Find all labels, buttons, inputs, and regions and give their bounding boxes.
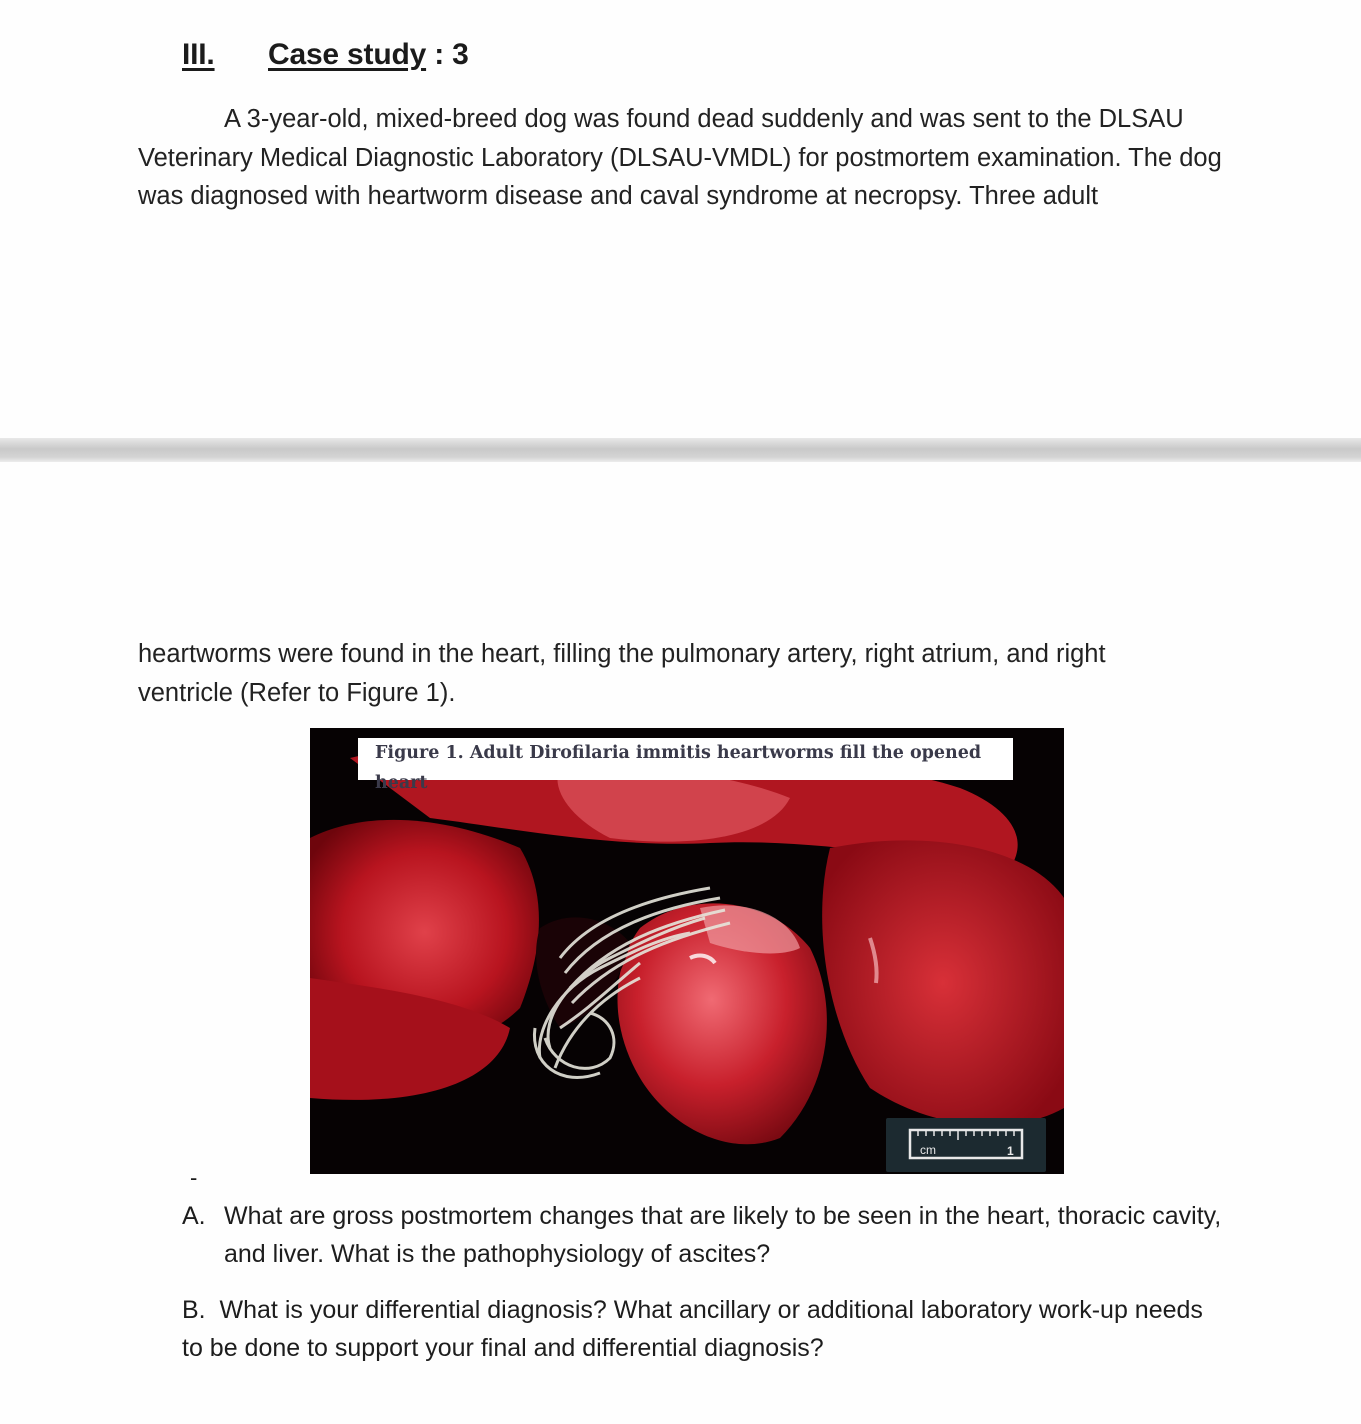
paragraph-line: heartworms were found in the heart, filling the pulmonary artery, right atrium, and right	[138, 640, 1106, 668]
paragraph-line: was diagnosed with heartworm disease and caval syndrome at necropsy. Three adult	[138, 182, 1099, 210]
necropsy-figure	[310, 728, 1064, 1174]
question-line: and liver. What is the pathophysiology of ascites?	[224, 1239, 771, 1268]
list-dash: -	[190, 1165, 198, 1190]
case-paragraph-part2	[138, 635, 1278, 712]
question-line: What are gross postmortem changes that are likely to be seen in the heart, thoracic cavity,	[224, 1202, 1222, 1230]
question-label: A.	[182, 1202, 206, 1230]
question-label: B.	[182, 1296, 206, 1324]
document-page-1	[0, 0, 1361, 438]
question-line: What is your differential diagnosis? What ancillary or additional laboratory work-up needs	[219, 1296, 1203, 1324]
scale-value-label: 1	[1007, 1144, 1014, 1158]
question-b	[182, 1292, 1272, 1367]
section-number: III.	[182, 38, 215, 71]
figure-caption: Figure 1. Adult Dirofilaria immitis heartworms fill the opened heart	[358, 738, 1013, 780]
document-page-2	[0, 462, 1361, 1424]
page-break	[0, 438, 1361, 462]
paragraph-line: ventricle (Refer to Figure 1).	[138, 678, 456, 707]
paragraph-line: Veterinary Medical Diagnostic Laboratory (DLSAU-VMDL) for postmortem examination. The dog	[138, 143, 1222, 172]
scale-unit-label: cm	[920, 1143, 936, 1157]
paragraph-line: A 3-year-old, mixed-breed dog was found dead suddenly and was sent to the DLSAU	[224, 105, 1184, 133]
question-a	[182, 1198, 1272, 1273]
case-paragraph-part1	[138, 100, 1278, 216]
question-line: to be done to support your final and differential diagnosis?	[182, 1333, 824, 1362]
section-title: Case study : 3	[268, 38, 469, 71]
